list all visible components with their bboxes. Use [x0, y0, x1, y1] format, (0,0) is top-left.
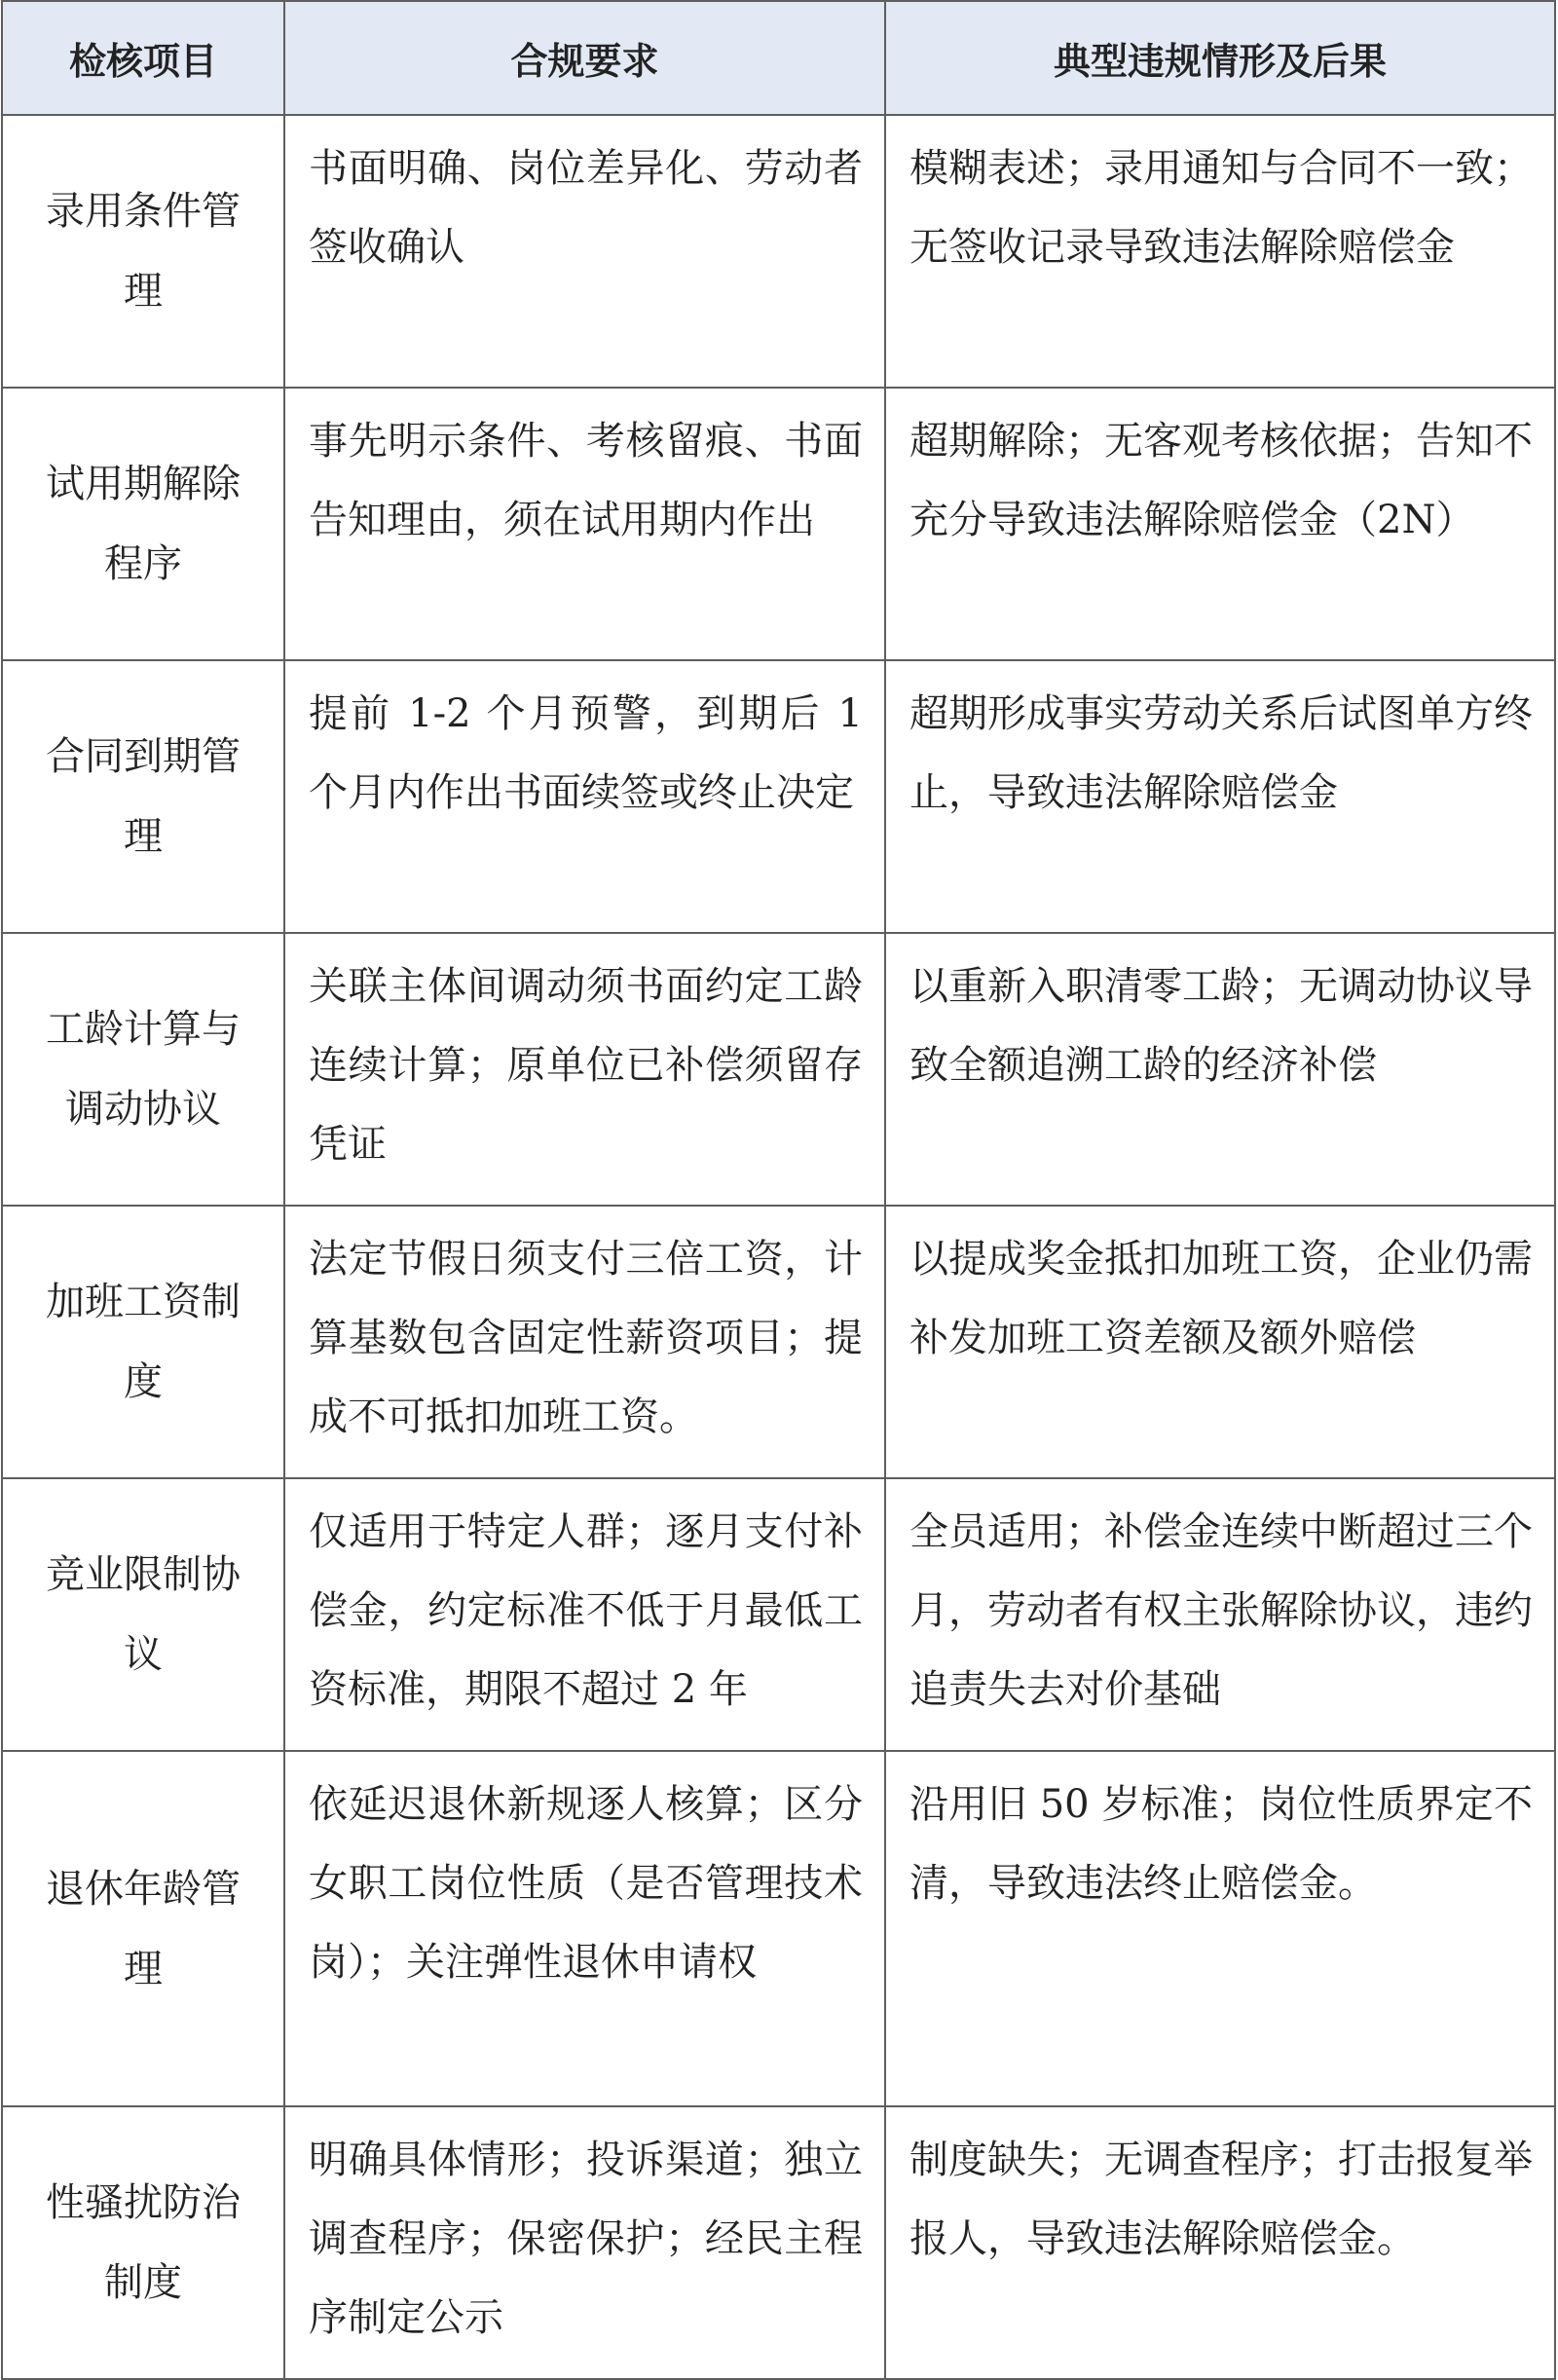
- compliance-checklist-table: [1, 0, 1556, 2380]
- cell-requirement: 法定节假日须支付三倍工资，计算基数包含固定性薪资项目；提成不可抵扣加班工资。: [284, 1206, 885, 1478]
- cell-requirement: 提前 1-2 个月预警，到期后 1 个月内作出书面续签或终止决定: [284, 660, 885, 933]
- cell-check-item: 退休年龄管理: [2, 1751, 284, 2106]
- cell-check-item: 加班工资制度: [2, 1206, 284, 1478]
- table-body: [2, 115, 1555, 2379]
- table-row: [2, 115, 1555, 388]
- table-row: [2, 1206, 1555, 1478]
- cell-requirement: 事先明示条件、考核留痕、书面告知理由，须在试用期内作出: [284, 388, 885, 660]
- cell-violation: 超期解除；无客观考核依据；告知不充分导致违法解除赔偿金（2N）: [885, 388, 1555, 660]
- cell-requirement: 关联主体间调动须书面约定工龄连续计算；原单位已补偿须留存凭证: [284, 933, 885, 1206]
- header-compliance-requirement: 合规要求: [284, 1, 885, 115]
- cell-violation: 全员适用；补偿金连续中断超过三个月，劳动者有权主张解除协议，违约追责失去对价基础: [885, 1478, 1555, 1751]
- header-violation-consequence: 典型违规情形及后果: [885, 1, 1555, 115]
- table-row: [2, 1751, 1555, 2106]
- header-check-item: 检核项目: [2, 1, 284, 115]
- header-row: [2, 1, 1555, 115]
- cell-violation: 超期形成事实劳动关系后试图单方终止，导致违法解除赔偿金: [885, 660, 1555, 933]
- cell-check-item: 竞业限制协议: [2, 1478, 284, 1751]
- cell-violation: 模糊表述；录用通知与合同不一致；无签收记录导致违法解除赔偿金: [885, 115, 1555, 388]
- cell-requirement: 书面明确、岗位差异化、劳动者签收确认: [284, 115, 885, 388]
- cell-check-item: 性骚扰防治制度: [2, 2106, 284, 2379]
- cell-check-item: 合同到期管理: [2, 660, 284, 933]
- cell-requirement: 仅适用于特定人群；逐月支付补偿金，约定标准不低于月最低工资标准，期限不超过 2 年: [284, 1478, 885, 1751]
- table-row: [2, 660, 1555, 933]
- cell-violation: 制度缺失；无调查程序；打击报复举报人，导致违法解除赔偿金。: [885, 2106, 1555, 2379]
- table-row: [2, 1478, 1555, 1751]
- table-header: [2, 1, 1555, 115]
- cell-violation: 以重新入职清零工龄；无调动协议导致全额追溯工龄的经济补偿: [885, 933, 1555, 1206]
- cell-check-item: 试用期解除程序: [2, 388, 284, 660]
- cell-check-item: 录用条件管理: [2, 115, 284, 388]
- table-row: [2, 933, 1555, 1206]
- cell-violation: 沿用旧 50 岁标准；岗位性质界定不清，导致违法终止赔偿金。: [885, 1751, 1555, 2106]
- cell-requirement: 明确具体情形；投诉渠道；独立调查程序；保密保护；经民主程序制定公示: [284, 2106, 885, 2379]
- cell-check-item: 工龄计算与调动协议: [2, 933, 284, 1206]
- table-row: [2, 388, 1555, 660]
- cell-requirement: 依延迟退休新规逐人核算；区分女职工岗位性质（是否管理技术岗）；关注弹性退休申请权: [284, 1751, 885, 2106]
- cell-violation: 以提成奖金抵扣加班工资，企业仍需补发加班工资差额及额外赔偿: [885, 1206, 1555, 1478]
- table-row: [2, 2106, 1555, 2379]
